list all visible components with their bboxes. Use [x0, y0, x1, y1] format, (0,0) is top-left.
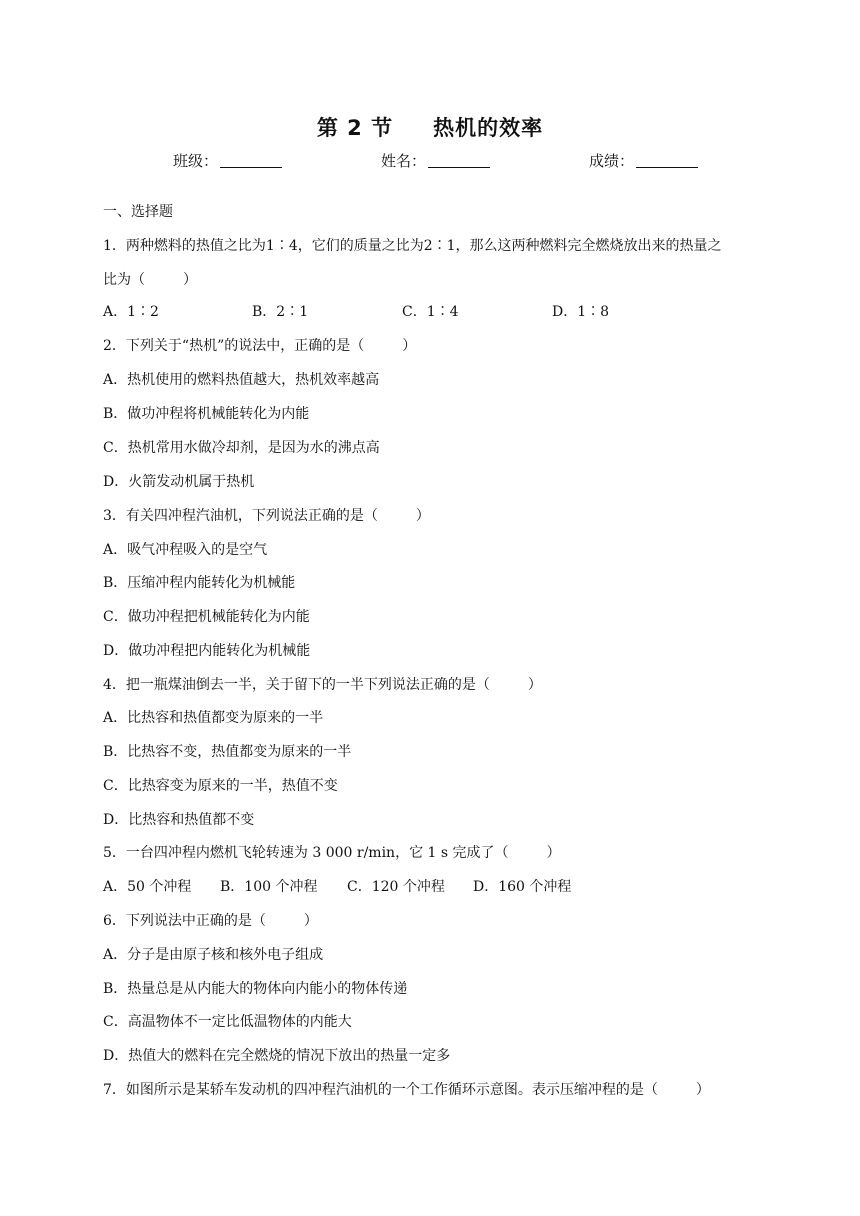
option-c: C．120 个冲程 — [347, 879, 445, 895]
option-a: A．比热容和热值都变为原来的一半 — [103, 710, 324, 726]
name-field: 姓名： — [381, 150, 490, 171]
section-heading: 一、选择题 — [103, 204, 173, 220]
option-b: B．100 个冲程 — [220, 879, 318, 895]
option-d: D．比热容和热值都不变 — [103, 812, 255, 828]
score-field: 成绩： — [589, 150, 698, 171]
class-blank[interactable] — [220, 153, 282, 168]
option-c: C．做功冲程把机械能转化为内能 — [103, 609, 310, 625]
option-a: A．分子是由原子核和核外电子组成 — [103, 947, 324, 963]
class-field: 班级： — [173, 150, 282, 171]
question-stem: 4．把一瓶煤油倒去一半，关于留下的一半下列说法正确的是（ ） — [103, 677, 542, 693]
option-c: C．1∶4 — [402, 304, 459, 320]
option-b: B．热量总是从内能大的物体向内能小的物体传递 — [103, 981, 408, 997]
question-stem-continued: 比为（ ） — [103, 272, 197, 288]
option-d: D．做功冲程把内能转化为机械能 — [103, 643, 311, 659]
option-b: B．2∶1 — [252, 304, 309, 320]
option-a: A．热机使用的燃料热值越大，热机效率越高 — [103, 372, 380, 388]
page-title — [0, 112, 860, 142]
score-blank[interactable] — [636, 153, 698, 168]
option-a: A．1∶2 — [103, 304, 159, 320]
question-stem: 3．有关四冲程汽油机，下列说法正确的是（ ） — [103, 508, 430, 524]
option-d: D．热值大的燃料在完全燃烧的情况下放出的热量一定多 — [103, 1048, 451, 1064]
option-c: C．比热容变为原来的一半，热值不变 — [103, 778, 338, 794]
question-stem: 1．两种燃料的热值之比为1∶4，它们的质量之比为2∶1，那么这两种燃料完全燃烧放出来的热量之 — [103, 238, 722, 254]
name-blank[interactable] — [428, 153, 490, 168]
option-b: B．比热容不变，热值都变为原来的一半 — [103, 744, 352, 760]
section-title: 热机的效率 — [433, 116, 544, 140]
option-c: C．热机常用水做冷却剂，是因为水的沸点高 — [103, 440, 380, 456]
option-d: D．160 个冲程 — [473, 879, 572, 895]
question-stem: 5．一台四冲程内燃机飞轮转速为 3 000 r/min，它 1 s 完成了（ ） — [103, 845, 561, 861]
question-stem: 2．下列关于“热机”的说法中，正确的是（ ） — [103, 338, 417, 354]
option-b: B．做功冲程将机械能转化为内能 — [103, 406, 310, 422]
option-d: D．1∶8 — [552, 304, 610, 320]
question-stem: 6．下列说法中正确的是（ ） — [103, 913, 318, 929]
option-c: C．高温物体不一定比低温物体的内能大 — [103, 1014, 352, 1030]
question-stem: 7．如图所示是某轿车发动机的四冲程汽油机的一个工作循环示意图。表示压缩冲程的是（ ） — [103, 1082, 710, 1098]
section-number: 第 2 节 — [316, 116, 394, 140]
option-a: A．50 个冲程 — [103, 879, 192, 895]
option-d: D．火箭发动机属于热机 — [103, 474, 255, 490]
option-a: A．吸气冲程吸入的是空气 — [103, 542, 268, 558]
option-b: B．压缩冲程内能转化为机械能 — [103, 575, 296, 591]
